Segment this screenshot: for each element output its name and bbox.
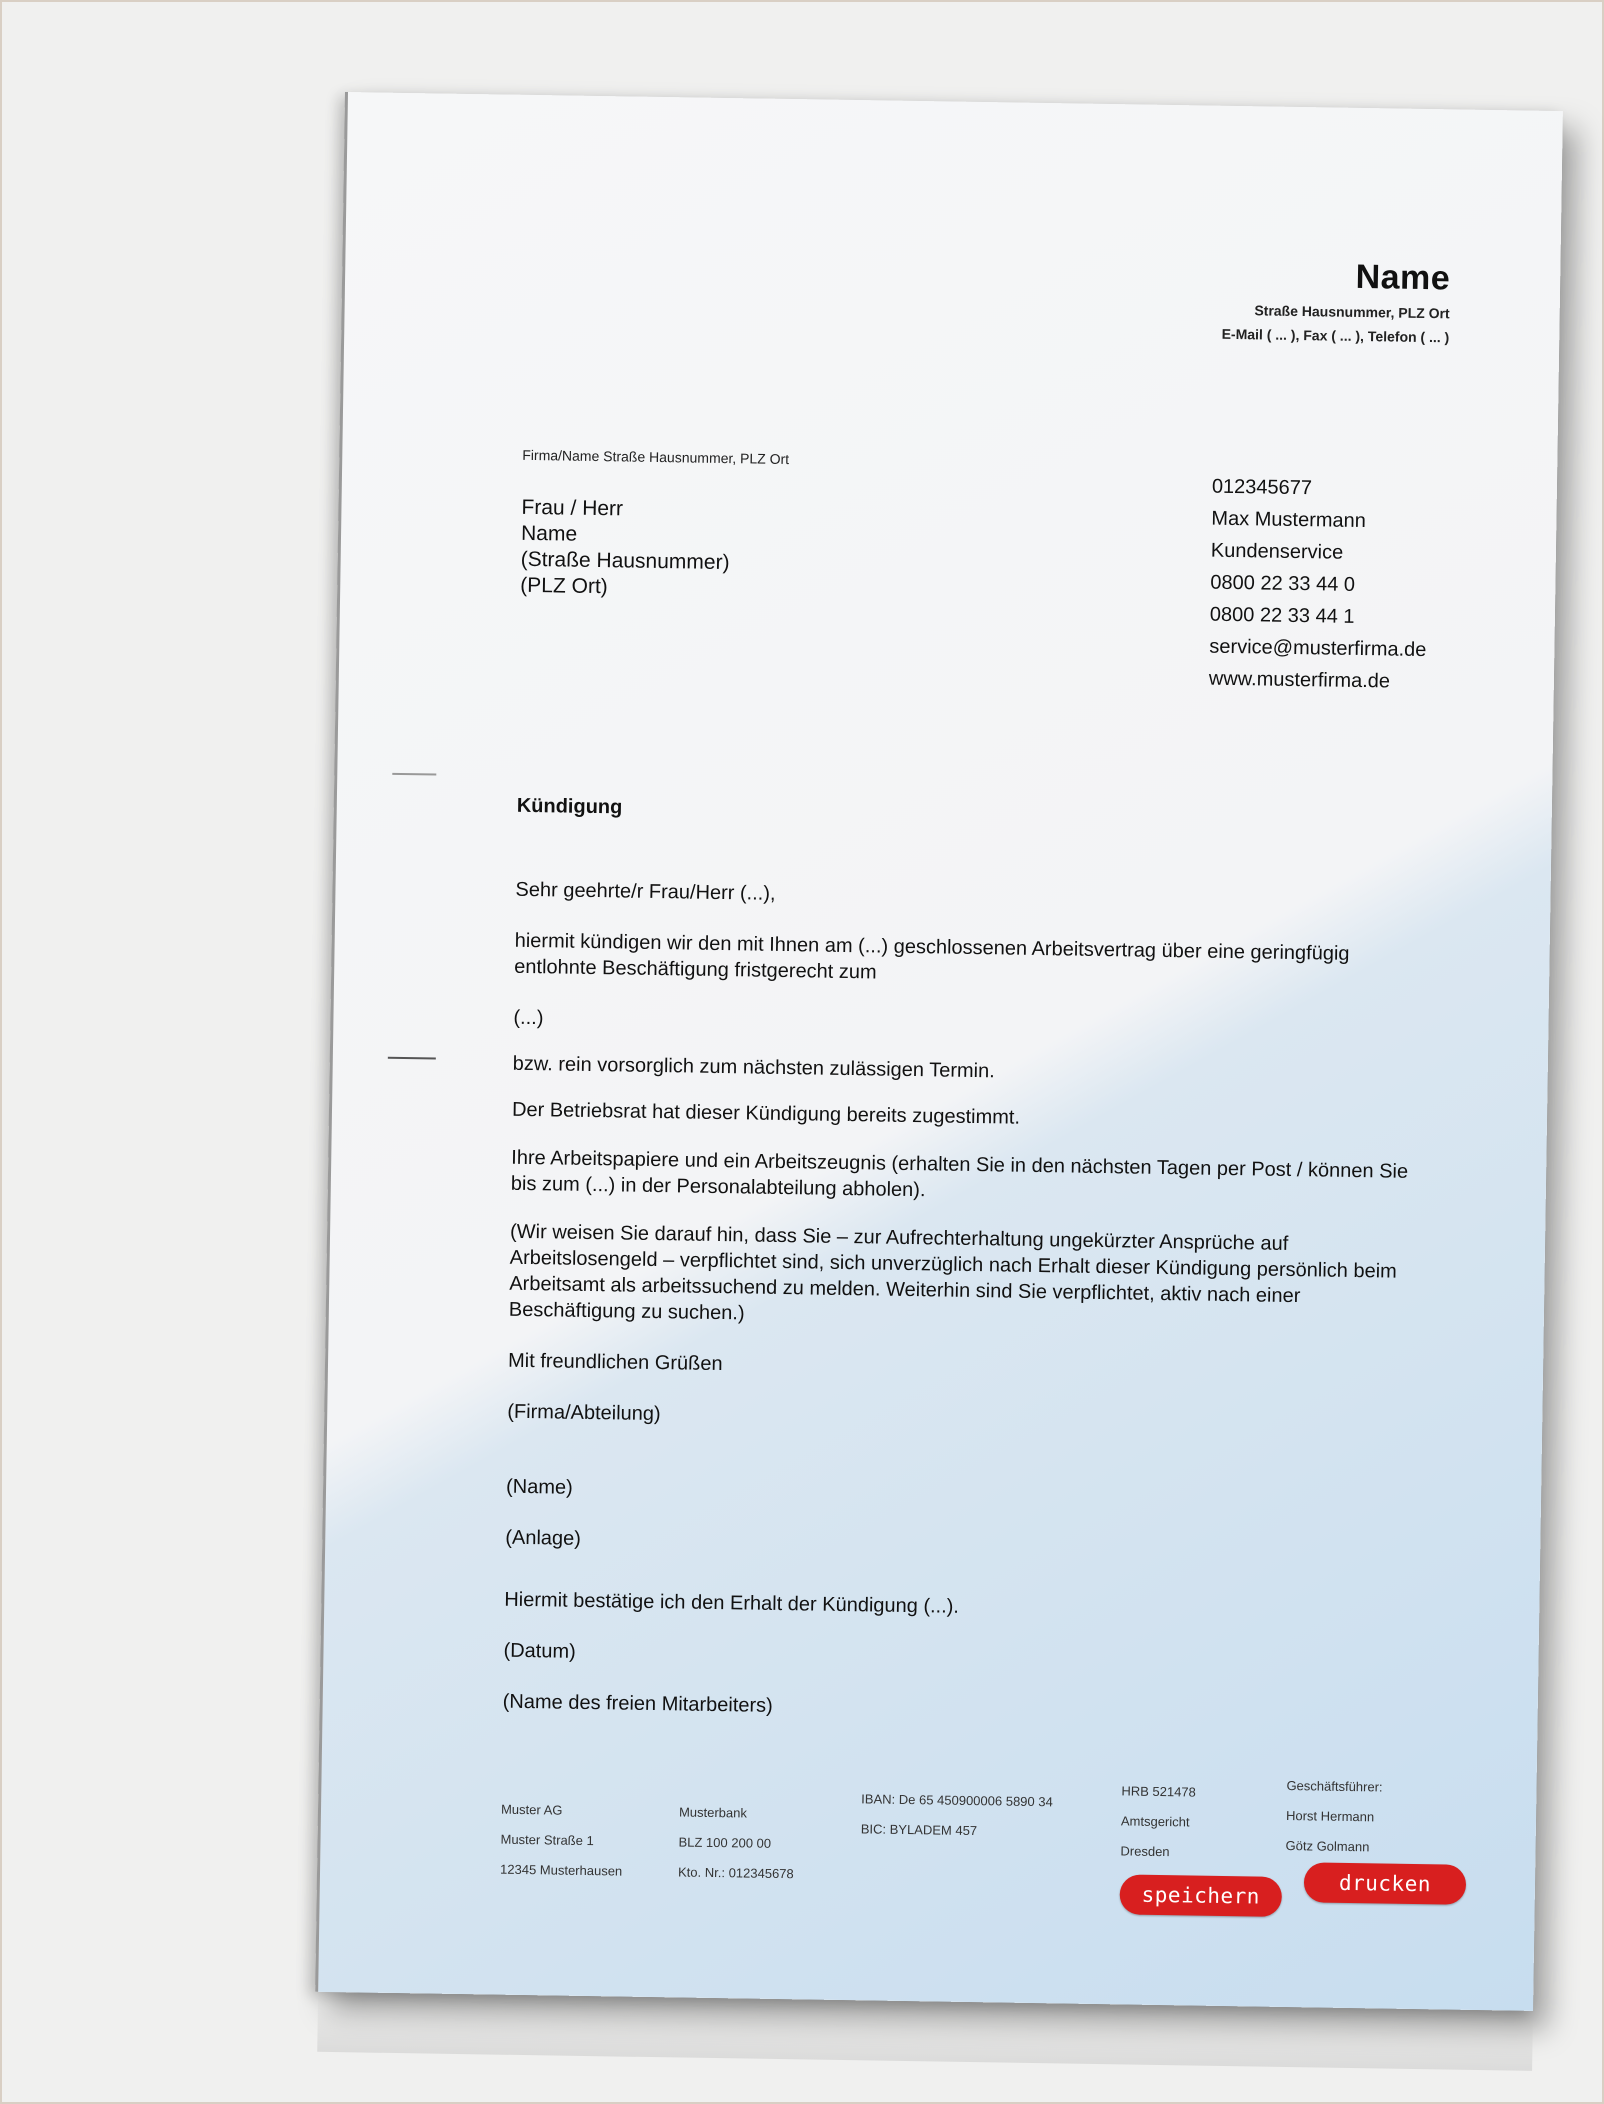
save-button[interactable]: speichern [1119, 1874, 1282, 1917]
body-signature-company: (Firma/Abteilung) [507, 1400, 661, 1426]
footer-company-name: Muster AG [500, 1801, 563, 1818]
footer-bic: BIC: BYLADEM 457 [860, 1821, 978, 1839]
footer-manager-2: Götz Golmann [1285, 1837, 1370, 1855]
letter-document [315, 92, 1563, 2011]
footer-manager-1: Horst Hermann [1285, 1807, 1375, 1825]
letterhead-contact: E-Mail ( ... ), Fax ( ... ), Telefon ( ... ) [1221, 325, 1450, 346]
footer-company-city: 12345 Musterhausen [499, 1861, 623, 1879]
contact-fax: 0800 22 33 44 1 [1209, 603, 1355, 628]
letterhead-address: Straße Hausnummer, PLZ Ort [1254, 302, 1450, 322]
footer-management [1285, 1771, 1383, 1862]
body-attachment: (Anlage) [505, 1526, 582, 1550]
fold-mark-middle [388, 1057, 436, 1060]
recipient-block [520, 495, 730, 602]
footer-company-street: Muster Straße 1 [500, 1831, 594, 1849]
body-paragraph-3: bzw. rein vorsorglich zum nächsten zulässigen Termin. [512, 1052, 995, 1083]
recipient-salutation: Frau / Herr [521, 495, 624, 521]
body-paragraph-4: Der Betriebsrat hat dieser Kündigung bereits zugestimmt. [511, 1098, 1021, 1129]
footer-bank-blz: BLZ 100 200 00 [678, 1834, 772, 1851]
recipient-name: Name [520, 521, 578, 546]
body-paragraph-1: hiermit kündigen wir den mit Ihnen am (...) geschlossenen Arbeitsvertrag über eine geringfügig entlohnte Beschäftigung fristgerecht zum [514, 929, 1350, 984]
footer-court-city: Dresden [1120, 1843, 1170, 1860]
footer-bank-account: Kto. Nr.: 012345678 [677, 1864, 794, 1882]
return-address: Firma/Name Straße Hausnummer, PLZ Ort [522, 446, 790, 468]
body-salutation: Sehr geehrte/r Frau/Herr (...), [515, 878, 776, 905]
contact-email: service@musterfirma.de [1209, 635, 1427, 662]
footer-iban [861, 1784, 1053, 1847]
fold-mark-top [392, 773, 436, 776]
footer-register [1120, 1776, 1196, 1867]
print-button[interactable]: drucken [1304, 1862, 1467, 1905]
contact-person: Max Mustermann [1211, 507, 1367, 533]
recipient-city: (PLZ Ort) [520, 573, 608, 599]
body-paragraph-5: Ihre Arbeitspapiere und ein Arbeitszeugnis (erhalten Sie in den nächsten Tagen per Post / können Sie bis zum (...) in der Personalabteilung abholen). [510, 1146, 1409, 1202]
recipient-street: (Straße Hausnummer) [520, 547, 730, 575]
contact-number: 012345677 [1211, 475, 1313, 500]
footer-bank [678, 1797, 795, 1889]
letter-subject: Kündigung [516, 794, 623, 819]
letter-footer [499, 1777, 1436, 1882]
footer-company [500, 1795, 624, 1887]
body-paragraph-2: (...) [513, 1006, 544, 1030]
footer-court: Amtsgericht [1120, 1813, 1190, 1830]
body-closing: Mit freundlichen Grüßen [507, 1349, 723, 1376]
contact-phone: 0800 22 33 44 0 [1210, 571, 1356, 596]
footer-management-label: Geschäftsführer: [1286, 1777, 1383, 1795]
body-paragraph-6: (Wir weisen Sie darauf hin, dass Sie – zur Aufrechterhaltung ungekürzter Ansprüche auf Arbeitslosengeld – verpflichtet sind, sich unverzüglich nach Erhalt dieser Kündigung persönlich beim Arbeitsamt als arbeitssuchend zu melden. Weiterhin sind Sie verpflichtet, aktiv nach einer Beschäftigung zu suchen.) [508, 1220, 1397, 1325]
contact-web: www.musterfirma.de [1208, 667, 1391, 693]
footer-hrb: HRB 521478 [1121, 1783, 1196, 1800]
body-signature-name: (Name) [505, 1475, 573, 1499]
body-date: (Datum) [503, 1639, 576, 1663]
letter-body [503, 877, 1416, 1729]
footer-iban-number: IBAN: De 65 450900006 5890 34 [861, 1791, 1053, 1810]
contact-block [1209, 471, 1430, 698]
body-confirmation: Hiermit bestätige ich den Erhalt der Kündigung (...). [504, 1588, 960, 1618]
footer-bank-name: Musterbank [678, 1804, 748, 1821]
letterhead-name: Name [1355, 257, 1451, 298]
contact-department: Kundenservice [1210, 539, 1344, 564]
body-employee-name: (Name des freien Mitarbeiters) [502, 1690, 773, 1717]
